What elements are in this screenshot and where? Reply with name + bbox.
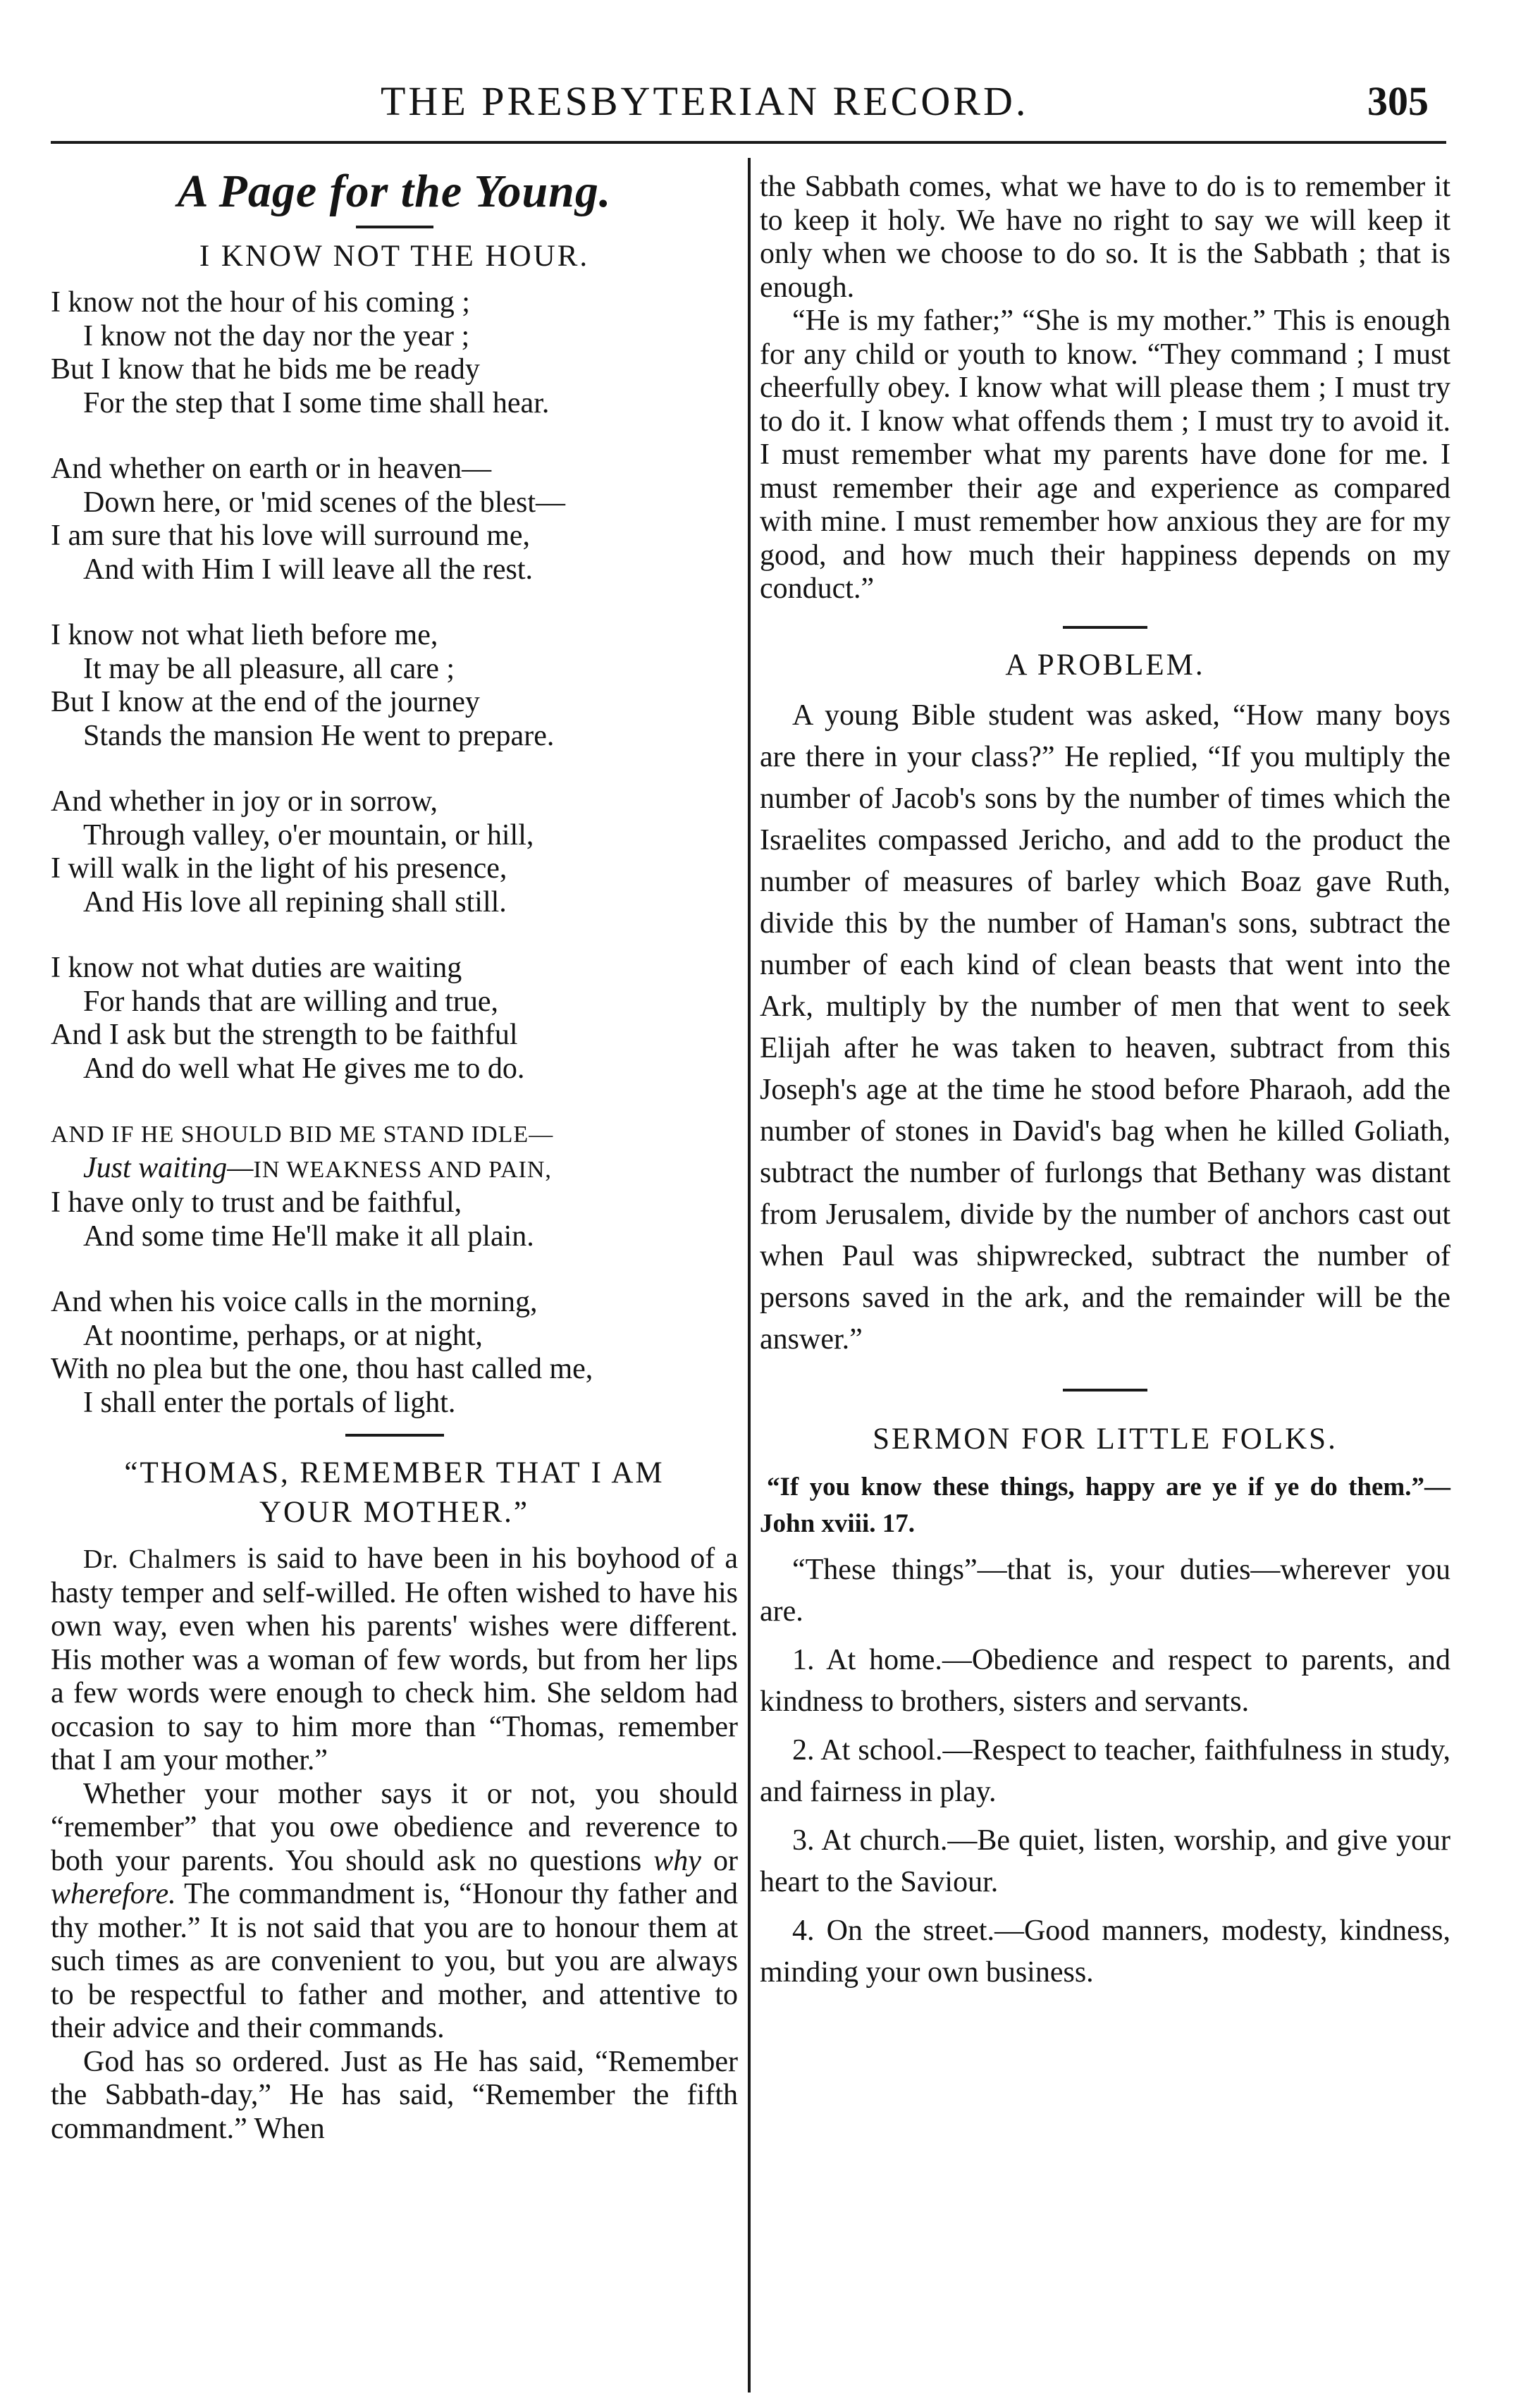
article-title-line: YOUR MOTHER.” — [259, 1496, 529, 1529]
poem-line-italic: Just waiting— — [83, 1151, 254, 1184]
column-rule — [748, 158, 751, 2392]
article-continuation — [760, 171, 1450, 606]
sermon-body — [760, 1469, 1450, 1994]
divider — [356, 226, 433, 228]
divider — [345, 1434, 444, 1437]
poem-line: And whether in joy or in sorrow, — [51, 785, 438, 818]
section-heading: A Page for the Young. — [177, 166, 612, 217]
paragraph: the Sabbath comes, what we have to do is to remember it to keep it holy. We have no right to say we will keep it only when we choose to do so. It is the Sabbath ; that is enough. — [760, 171, 1450, 304]
left-column — [51, 149, 738, 2146]
paragraph: “These things”—that is, your duties—wherever you are. — [760, 1553, 1450, 1628]
poem-line: It may be all pleasure, all care ; — [83, 652, 455, 685]
poem-line: I have only to trust and be faithful, — [51, 1186, 462, 1219]
paragraph-text: or — [713, 1844, 738, 1877]
poem-line: I know not the hour of his coming ; — [51, 286, 470, 319]
poem-line: AND IF HE SHOULD BID ME STAND IDLE— — [51, 1122, 554, 1148]
problem-title: A PROBLEM. — [1005, 648, 1205, 682]
poem-stanza — [51, 619, 738, 753]
list-item: 1. At home.—Obedience and respect to parents, and kindness to brothers, sisters and servants. — [760, 1643, 1450, 1718]
poem-stanza — [51, 785, 738, 919]
poem-line: And do well what He gives me to do. — [83, 1052, 525, 1085]
poem-line: And some time He'll make it all plain. — [83, 1220, 534, 1253]
poem-line: And when his voice calls in the morning, — [51, 1286, 538, 1318]
running-title: THE PRESBYTERIAN RECORD. — [381, 78, 1029, 124]
poem-line: But I know at the end of the journey — [51, 686, 480, 718]
problem-body — [760, 695, 1450, 1360]
poem-line: I know not what duties are waiting — [51, 952, 462, 984]
article-title — [51, 1454, 738, 1532]
poem-line: But I know that he bids me be ready — [51, 353, 480, 386]
poem-line: I know not the day nor the year ; — [83, 319, 470, 352]
poem-line-smallcaps: IN WEAKNESS AND PAIN, — [253, 1156, 552, 1183]
scripture-quote: “If you know these things, happy are ye if ye do them.”—John xviii. 17. — [760, 1472, 1450, 1538]
italic-word: why — [653, 1844, 701, 1877]
page-number: 305 — [1367, 78, 1429, 124]
poem-line — [51, 1152, 738, 1187]
poem-line: With no plea but the one, thou hast called me, — [51, 1353, 593, 1385]
paragraph: God has so ordered. Just as He has said, “Remember the Sabbath-day,” He has said, “Remember the fifth commandment.” When — [51, 2045, 738, 2145]
paragraph — [51, 1778, 738, 2046]
paragraph-text: Whether your mother says it or not, you should “remember” that you owe obedience and reverence to both your parents. You should ask no questions — [51, 1777, 738, 1877]
poem-title: I KNOW NOT THE HOUR. — [199, 240, 590, 273]
list-item: 3. At church.—Be quiet, listen, worship, and give your heart to the Saviour. — [760, 1824, 1450, 1898]
running-head — [0, 70, 1528, 134]
poem-line: For the step that I some time shall hear. — [83, 386, 550, 419]
article-body — [51, 1542, 738, 2146]
poem-line: And whether on earth or in heaven— — [51, 453, 492, 485]
poem-stanza — [51, 453, 738, 586]
poem-line: I shall enter the portals of light. — [83, 1386, 456, 1419]
poem-line: For hands that are willing and true, — [83, 985, 499, 1018]
poem-line: At noontime, perhaps, or at night, — [83, 1319, 483, 1352]
paragraph-text: The commandment is, “Honour thy father and thy mother.” It is not said that you are to honour them at such times as are convenient to you, but you are always to be respectful to father and mother, and attentive to their advice and their commands. — [51, 1878, 738, 2044]
poem-line: I will walk in the light of his presence, — [51, 852, 507, 885]
lead-name: Dr. Chalmers — [83, 1544, 238, 1574]
italic-word: wherefore. — [51, 1878, 176, 1910]
poem-stanza — [51, 286, 738, 420]
divider — [1063, 626, 1147, 629]
poem-line: And I ask but the strength to be faithful — [51, 1019, 518, 1051]
paragraph — [51, 1542, 738, 1778]
poem-stanza — [51, 1118, 738, 1253]
poem-line: Stands the mansion He went to prepare. — [83, 719, 555, 752]
paragraph-text: is said to have been in his boyhood of a hasty temper and self-willed. He often wished to have his own way, even when his parents' wishes were different. His mother was a woman of few words, but from her lips a few words were enough to check him. She seldom had occasion to say to him more than “Thomas, remember that I am your mother.” — [51, 1542, 739, 1776]
poem-stanza — [51, 952, 738, 1086]
list-item: 4. On the street.—Good manners, modesty, kindness, minding your own business. — [760, 1914, 1450, 1989]
paragraph: A young Bible student was asked, “How many boys are there in your class?” He replied, “If you multiply the number of Jacob's sons by the number of times which the Israelites compassed Jericho, and add to the product the number of measures of barley which Boaz gave Ruth, divide this by the number of Haman's sons, subtract the number of each kind of clean beasts that went into the Ark, multiply by the number of men that went to seek Elijah after he was taken to heaven, subtract from this Joseph's age at the time he stood before Pharaoh, add the number of stones in David's bag when he killed Goliath, subtract the number of furlongs that Bethany was distant from Jerusalem, divide by the number of anchors cast out when Paul was shipwrecked, subtract the number of persons saved in the ark, and the remainder will be the answer.” — [760, 699, 1450, 1356]
poem-line: And His love all repining shall still. — [83, 885, 507, 919]
poem-line: I know not what lieth before me, — [51, 619, 438, 651]
divider — [1063, 1389, 1147, 1392]
right-column — [760, 149, 1450, 2001]
sermon-title: SERMON FOR LITTLE FOLKS. — [873, 1422, 1338, 1456]
article-title-line: “THOMAS, REMEMBER THAT I AM — [124, 1456, 665, 1489]
poem-line: I am sure that his love will surround me, — [51, 520, 531, 552]
poem-line: Through valley, o'er mountain, or hill, — [83, 818, 534, 852]
poem — [51, 286, 738, 1420]
paragraph: “He is my father;” “She is my mother.” This is enough for any child or youth to know. “They command ; I must cheerfully obey. I know what will please them ; I must try to do it. I know what offends them ; I must try to avoid it. I must remember what my parents have done for me. I must remember their age and experience as compared with mine. I must remember how anxious they are for my good, and how much their happiness depends on my conduct.” — [760, 305, 1450, 605]
poem-line: Down here, or 'mid scenes of the blest— — [83, 486, 566, 519]
header-rule — [51, 141, 1446, 144]
list-item: 2. At school.—Respect to teacher, faithfulness in study, and fairness in play. — [760, 1733, 1450, 1808]
poem-stanza — [51, 1286, 738, 1420]
poem-line: And with Him I will leave all the rest. — [83, 553, 534, 586]
